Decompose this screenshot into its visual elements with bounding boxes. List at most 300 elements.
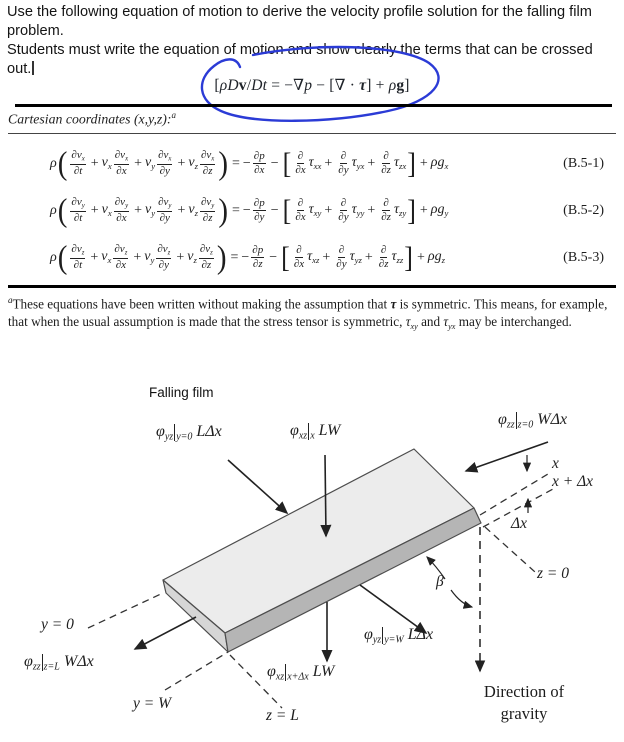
- fraction-numerator: [340, 197, 347, 211]
- symbol-base: τ: [393, 202, 399, 218]
- flux-label-phi-xz-xdx: [267, 663, 334, 683]
- tau-component: [309, 202, 322, 218]
- area-factor: LW: [318, 422, 341, 439]
- axis-label-xdx-plane: x + Δx: [552, 473, 594, 490]
- boxed-equation-part: g: [396, 77, 405, 94]
- x-plane-dashed-line: [480, 474, 548, 515]
- boxed-equation-part: ]: [404, 77, 410, 94]
- z0-dashed-line: [485, 527, 535, 572]
- evaluation-bar: [516, 412, 517, 429]
- fraction-denominator: [115, 259, 127, 272]
- denominator-text: ∂x: [115, 258, 127, 271]
- top-thick-rule: [15, 104, 612, 107]
- boxed-equation-part: ρ: [388, 77, 397, 94]
- falling-film-diagram: [0, 375, 624, 742]
- denominator-text: ∂x: [295, 211, 306, 223]
- boxed-equation-part: − [∇ ·: [312, 77, 360, 94]
- phi-symbol: φ: [267, 663, 276, 680]
- denominator-text: ∂t: [73, 258, 83, 271]
- area-factor: LW: [312, 663, 335, 680]
- fraction-numerator: [338, 244, 345, 258]
- numerator-text: ∂: [297, 197, 304, 210]
- velocity-coefficient: [144, 249, 154, 265]
- minus-operator: −: [241, 249, 250, 265]
- gravity-term: [431, 155, 449, 171]
- equation-body: ρ ( $\frac{\partial v_z}{\partial t}$ + $v_x$ $\frac{\partial v_z}{\partial x}$ + $v_y$ $\frac{\partial v_z}{\partial y}$ + $v_z$ $\frac{\partial v_z}{\partial z}$ ) = − $\frac{\partial p}{\partial z}$ − [ $\frac{\partial}{\partial x}$ $\tau_{xz}$ + $\frac{\partial}{\partial y}$ $\tau_{yz}$ + $\frac{\partial}{\partial z}$ $\tau_{zz}$ ] + $\rho g_z$: [50, 239, 445, 276]
- symbol-base: τ: [351, 155, 357, 171]
- numerator-text: ∂v: [157, 243, 168, 256]
- footnote-segment: is symmetric. This means, for example, that when the usual assumption is made that the stress tensor is symmetric,: [8, 296, 608, 329]
- fraction-denominator: [158, 259, 170, 272]
- fraction-denominator: [252, 258, 264, 271]
- numerator-text: ∂: [383, 197, 389, 210]
- fraction: [253, 197, 266, 224]
- numerator-text: ∂v: [199, 243, 211, 256]
- numerator-subscript: z: [124, 249, 128, 257]
- numerator-text: ∂v: [71, 196, 82, 209]
- denominator-text: ∂x: [116, 211, 127, 224]
- rho-symbol: ρ: [50, 202, 57, 218]
- tau-component: [394, 202, 406, 218]
- boxed-equation-part: Dt: [251, 77, 268, 94]
- symbol-base: v: [188, 155, 195, 171]
- numerator-subscript: x: [81, 155, 85, 163]
- symbol-base: v: [101, 155, 108, 171]
- tau-component: [394, 155, 406, 171]
- bottom-thick-rule: [8, 285, 616, 288]
- symbol-base: ρg: [430, 202, 445, 218]
- denominator-text: ∂t: [73, 211, 83, 224]
- plus-operator: +: [134, 202, 143, 218]
- denominator-text: ∂x: [254, 164, 265, 176]
- flux-label-phi-yz-yW: [364, 626, 433, 646]
- plus-operator: +: [367, 155, 376, 171]
- plus-operator: +: [419, 155, 428, 171]
- symbol-base: τ: [351, 202, 357, 218]
- boxed-equation-part: ] +: [366, 77, 389, 94]
- yW-dashed-line: [165, 652, 228, 690]
- denominator-text: ∂x: [293, 258, 305, 270]
- fraction-numerator: [157, 149, 172, 164]
- denominator-text: ∂t: [73, 164, 83, 177]
- symbol-base: ρg: [427, 249, 442, 265]
- numerator-text: ∂p: [253, 150, 265, 163]
- flux-label-phi-xz-x: [290, 422, 340, 442]
- rho-symbol: ρ: [50, 249, 57, 265]
- evaluation-condition: x: [310, 430, 315, 442]
- cartesian-heading-footnote-mark: a: [171, 110, 176, 120]
- axis-label-x-plane: x: [552, 455, 559, 472]
- axis-label-z-L: z = L: [266, 707, 299, 724]
- fraction: [157, 149, 172, 177]
- footnote-segment: may be interchanged.: [455, 313, 572, 329]
- footnote-segment: τ: [443, 313, 449, 329]
- minus-operator: −: [242, 202, 251, 218]
- numerator-text: ∂v: [71, 149, 82, 162]
- symbol-subscript: y: [150, 255, 155, 266]
- numerator-text: ∂v: [71, 243, 82, 256]
- fraction-denominator: [378, 258, 390, 271]
- equation-tag: (B.5-3): [563, 249, 604, 265]
- equation-row-2: [8, 187, 616, 234]
- denominator-text: ∂z: [381, 164, 391, 176]
- footnote-segment: and: [417, 313, 444, 329]
- fraction-denominator: [159, 165, 171, 178]
- phi-symbol: φ: [364, 626, 373, 643]
- fraction: [294, 197, 306, 224]
- fraction-denominator: [73, 259, 84, 272]
- numerator-text: ∂v: [200, 196, 212, 209]
- fraction-numerator: [114, 149, 129, 164]
- numerator-subscript: x: [211, 155, 215, 163]
- area-factor: WΔx: [63, 653, 94, 670]
- area-factor: WΔx: [537, 411, 568, 428]
- symbol-subscript: x: [107, 208, 112, 219]
- fraction-numerator: [70, 196, 85, 211]
- footnote-segment: τ: [390, 296, 397, 312]
- symbol-subscript: x: [107, 255, 112, 266]
- fraction-denominator: [253, 164, 265, 177]
- velocity-coefficient: [145, 155, 155, 171]
- boxed-equation-part: /: [246, 77, 252, 94]
- intro-line-2: [7, 41, 619, 79]
- denominator-text: ∂x: [116, 164, 127, 177]
- plus-operator: +: [90, 249, 99, 265]
- area-factor: LΔx: [196, 423, 222, 440]
- symbol-base: v: [101, 249, 108, 265]
- fraction-numerator: [156, 243, 171, 258]
- intro-line-1: Use the following equation of motion to derive the velocity profile solution for the falling film problem.: [7, 4, 592, 39]
- symbol-base: v: [145, 202, 152, 218]
- fraction-denominator: [335, 258, 347, 271]
- evaluation-condition: y=0: [176, 431, 193, 443]
- plus-operator: +: [90, 155, 99, 171]
- gravity-label-line1: Direction of: [483, 682, 565, 701]
- denominator-text: ∂x: [295, 164, 306, 176]
- symbol-subscript: yy: [356, 208, 365, 219]
- fraction: [253, 150, 266, 177]
- fraction-numerator: [380, 244, 387, 258]
- numerator-text: ∂p: [252, 244, 264, 257]
- fraction: [251, 244, 264, 271]
- numerator-text: ∂v: [158, 149, 169, 162]
- cartesian-coordinates-heading: [8, 110, 176, 128]
- equation-tag: (B.5-2): [563, 202, 604, 218]
- numerator-subscript: z: [210, 249, 213, 257]
- fraction: [114, 149, 129, 177]
- velocity-coefficient: [102, 202, 112, 218]
- phi-xz-x-arrow: [325, 455, 326, 536]
- fraction-numerator: [297, 197, 304, 211]
- phi-subscript: yz: [372, 634, 382, 646]
- symbol-base: τ: [308, 202, 314, 218]
- plus-operator: +: [322, 249, 331, 265]
- direction-of-gravity-label: [458, 681, 590, 725]
- denominator-text: ∂y: [254, 211, 265, 223]
- boxed-equation-part: p: [304, 77, 313, 94]
- fraction-numerator: [253, 150, 266, 164]
- evaluation-condition: y=W: [384, 634, 404, 646]
- numerator-subscript: z: [81, 249, 85, 257]
- fraction-denominator: [380, 211, 392, 224]
- phi-zz-zL-arrow: [135, 617, 196, 649]
- numerator-subscript: x: [168, 155, 172, 163]
- tau-component: [352, 155, 365, 171]
- symbol-subscript: y: [151, 208, 156, 219]
- symbol-subscript: yx: [356, 161, 365, 172]
- footnote-tau-subscript: yx: [448, 321, 456, 331]
- numerator-text: ∂: [380, 244, 387, 257]
- fraction-denominator: [200, 259, 212, 272]
- boxed-equation-part: [: [214, 77, 220, 94]
- numerator-subscript: y: [168, 202, 172, 210]
- minus-operator: −: [269, 249, 278, 265]
- denominator-text: ∂y: [336, 258, 347, 270]
- phi-subscript: xz: [298, 430, 308, 442]
- numerator-text: ∂: [338, 244, 345, 257]
- boxed-equation-part: v: [238, 77, 247, 94]
- numerator-text: ∂: [340, 150, 347, 163]
- phi-symbol: φ: [290, 422, 299, 439]
- symbol-subscript: yz: [354, 255, 362, 266]
- numerator-subscript: z: [167, 249, 171, 257]
- fraction-numerator: [157, 196, 172, 211]
- flux-label-phi-zz-zL: [24, 653, 94, 673]
- denominator-text: ∂y: [158, 258, 169, 271]
- numerator-text: ∂v: [114, 149, 126, 162]
- boxed-equation-part: = −∇: [267, 77, 305, 94]
- rho-symbol: ρ: [50, 155, 57, 171]
- fraction: [70, 149, 85, 177]
- equation-row-3: [8, 234, 616, 281]
- fraction-denominator: [202, 212, 214, 225]
- fraction-denominator: [380, 164, 392, 177]
- area-factor: LΔx: [407, 626, 434, 643]
- evaluation-condition: x+Δx: [287, 671, 309, 683]
- velocity-coefficient: [145, 202, 155, 218]
- cartesian-heading-text: Cartesian coordinates (x,y,z):: [8, 111, 172, 127]
- diagram-title: Falling film: [149, 385, 214, 400]
- axis-label-delta-x: Δx: [511, 515, 527, 532]
- footnote-marker: a: [8, 295, 13, 305]
- plus-operator: +: [90, 202, 99, 218]
- symbol-subscript: xy: [313, 208, 322, 219]
- equals-operator: =: [231, 155, 240, 171]
- axis-label-beta: β: [436, 573, 444, 590]
- symbol-base: v: [188, 202, 195, 218]
- phi-subscript: zz: [506, 419, 515, 431]
- denominator-text: ∂z: [378, 258, 389, 270]
- fraction: [157, 196, 172, 224]
- denominator-text: ∂z: [201, 258, 212, 271]
- phi-yz-y0-arrow: [228, 460, 287, 513]
- numerator-text: ∂p: [253, 197, 265, 210]
- minus-operator: −: [270, 202, 279, 218]
- minus-operator: −: [242, 155, 251, 171]
- numerator-subscript: x: [125, 155, 129, 163]
- fraction: [70, 196, 85, 224]
- velocity-coefficient: [102, 155, 112, 171]
- axis-label-y-0: y = 0: [41, 616, 74, 633]
- equals-operator: =: [230, 249, 239, 265]
- fraction: [200, 196, 215, 224]
- fraction: [113, 243, 128, 271]
- symbol-subscript: zx: [398, 161, 407, 172]
- fraction: [337, 197, 349, 224]
- plus-operator: +: [364, 249, 373, 265]
- symbol-subscript: y: [151, 161, 156, 172]
- axis-label-y-W: y = W: [133, 695, 172, 712]
- fraction-numerator: [340, 150, 347, 164]
- fraction-denominator: [115, 165, 127, 178]
- phi-symbol: φ: [24, 653, 33, 670]
- fraction-numerator: [114, 196, 129, 211]
- numerator-text: ∂v: [200, 149, 212, 162]
- phi-symbol: φ: [156, 423, 165, 440]
- tau-component: [309, 155, 322, 171]
- plus-operator: +: [134, 155, 143, 171]
- fraction-denominator: [293, 258, 305, 271]
- fraction: [200, 149, 215, 177]
- tau-component: [392, 249, 404, 265]
- thin-rule: [8, 133, 616, 134]
- fraction-numerator: [200, 196, 215, 211]
- fraction: [378, 244, 390, 271]
- equals-operator: =: [231, 202, 240, 218]
- vector-equation-of-motion: [0, 76, 624, 95]
- fraction: [114, 196, 129, 224]
- fraction-denominator: [337, 211, 349, 224]
- symbol-subscript: zy: [398, 208, 407, 219]
- fraction: [380, 197, 392, 224]
- symbol-base: v: [145, 155, 152, 171]
- fraction: [337, 150, 349, 177]
- fraction-numerator: [297, 150, 304, 164]
- velocity-coefficient: [188, 202, 198, 218]
- fraction: [199, 243, 214, 271]
- symbol-subscript: x: [107, 161, 112, 172]
- footnote-tau-subscript: xy: [410, 321, 418, 331]
- plus-operator: +: [176, 249, 185, 265]
- equation-tag: (B.5-1): [563, 155, 604, 171]
- numerator-subscript: y: [81, 202, 85, 210]
- numerator-text: ∂v: [114, 243, 125, 256]
- denominator-text: ∂z: [202, 164, 213, 177]
- symbol-subscript: z: [194, 208, 198, 219]
- fraction-numerator: [251, 244, 264, 258]
- fraction-denominator: [73, 212, 84, 225]
- denominator-text: ∂y: [159, 164, 170, 177]
- fraction-numerator: [382, 197, 389, 211]
- numerator-text: ∂: [340, 197, 347, 210]
- symbol-base: τ: [349, 249, 355, 265]
- denominator-text: ∂y: [159, 211, 170, 224]
- footnote-segment: τ: [405, 313, 411, 329]
- fraction: [70, 243, 85, 271]
- equation-body: ρ ( $\frac{\partial v_x}{\partial t}$ + $v_x$ $\frac{\partial v_x}{\partial x}$ + $v_y$ $\frac{\partial v_x}{\partial y}$ + $v_z$ $\frac{\partial v_x}{\partial z}$ ) = − $\frac{\partial p}{\partial x}$ − [ $\frac{\partial}{\partial x}$ $\tau_{xx}$ + $\frac{\partial}{\partial y}$ $\tau_{yx}$ + $\frac{\partial}{\partial z}$ $\tau_{zx}$ ] + $\rho g_x$: [50, 145, 449, 182]
- fraction: [335, 244, 347, 271]
- fraction-numerator: [200, 149, 215, 164]
- fraction-numerator: [253, 197, 266, 211]
- numerator-text: ∂: [297, 150, 304, 163]
- footnote: [8, 292, 612, 335]
- fraction-numerator: [70, 243, 85, 258]
- symbol-base: τ: [391, 249, 397, 265]
- intro-paragraph: [7, 3, 619, 79]
- plus-operator: +: [177, 155, 186, 171]
- numerator-text: ∂v: [114, 196, 126, 209]
- tau-component: [307, 249, 319, 265]
- plus-operator: +: [133, 249, 142, 265]
- text-cursor[interactable]: [32, 61, 33, 75]
- intro-line-2-text: Students must write the equation of motion and show clearly the terms that can be crossed out.: [7, 42, 593, 77]
- flux-label-phi-yz-y0: [156, 423, 222, 443]
- phi-subscript: zz: [32, 661, 41, 673]
- fraction-numerator: [199, 243, 214, 258]
- symbol-base: ρg: [430, 155, 445, 171]
- fraction-denominator: [253, 211, 265, 224]
- evaluation-condition: z=0: [517, 419, 534, 431]
- phi-zz-z0-arrow: [466, 442, 548, 471]
- fraction-numerator: [70, 149, 85, 164]
- denominator-text: ∂y: [338, 211, 349, 223]
- tau-component: [350, 249, 362, 265]
- symbol-subscript: y: [444, 208, 449, 219]
- fraction-denominator: [202, 165, 214, 178]
- phi-subscript: xz: [275, 671, 285, 683]
- denominator-text: ∂y: [338, 164, 349, 176]
- symbol-subscript: z: [193, 255, 197, 266]
- symbol-base: τ: [308, 155, 314, 171]
- boxed-equation-part: τ: [359, 77, 367, 94]
- phi-symbol: φ: [498, 411, 507, 428]
- evaluation-bar: [42, 654, 43, 671]
- plus-operator: +: [367, 202, 376, 218]
- fraction-denominator: [294, 164, 306, 177]
- fraction-denominator: [159, 212, 171, 225]
- velocity-coefficient: [187, 249, 197, 265]
- denominator-text: ∂z: [202, 211, 213, 224]
- symbol-subscript: z: [194, 161, 198, 172]
- flux-label-phi-zz-z0: [498, 411, 567, 431]
- symbol-base: τ: [393, 155, 399, 171]
- fraction: [380, 150, 392, 177]
- symbol-base: v: [144, 249, 151, 265]
- fraction: [156, 243, 171, 271]
- symbol-base: τ: [307, 249, 313, 265]
- equation-body: ρ ( $\frac{\partial v_y}{\partial t}$ + $v_x$ $\frac{\partial v_y}{\partial x}$ + $v_y$ $\frac{\partial v_y}{\partial y}$ + $v_z$ $\frac{\partial v_y}{\partial z}$ ) = − $\frac{\partial p}{\partial y}$ − [ $\frac{\partial}{\partial x}$ $\tau_{xy}$ + $\frac{\partial}{\partial y}$ $\tau_{yy}$ + $\frac{\partial}{\partial z}$ $\tau_{zy}$ ] + $\rho g_y$: [50, 192, 449, 229]
- denominator-text: ∂z: [381, 211, 391, 223]
- fraction-denominator: [115, 212, 127, 225]
- boxed-equation-part: ρD: [219, 77, 239, 94]
- equation-row-1: [8, 140, 616, 187]
- fraction: [294, 150, 306, 177]
- numerator-text: ∂: [383, 150, 389, 163]
- fraction-numerator: [382, 150, 389, 164]
- symbol-subscript: x: [444, 161, 449, 172]
- symbol-base: v: [187, 249, 194, 265]
- denominator-text: ∂z: [252, 258, 263, 270]
- velocity-coefficient: [188, 155, 198, 171]
- numerator-subscript: y: [125, 202, 129, 210]
- plus-operator: +: [324, 202, 333, 218]
- gravity-term: [428, 249, 445, 265]
- symbol-subscript: z: [441, 255, 445, 266]
- symbol-subscript: zz: [396, 255, 404, 266]
- plus-operator: +: [177, 202, 186, 218]
- symbol-subscript: xx: [313, 161, 322, 172]
- minus-operator: −: [270, 155, 279, 171]
